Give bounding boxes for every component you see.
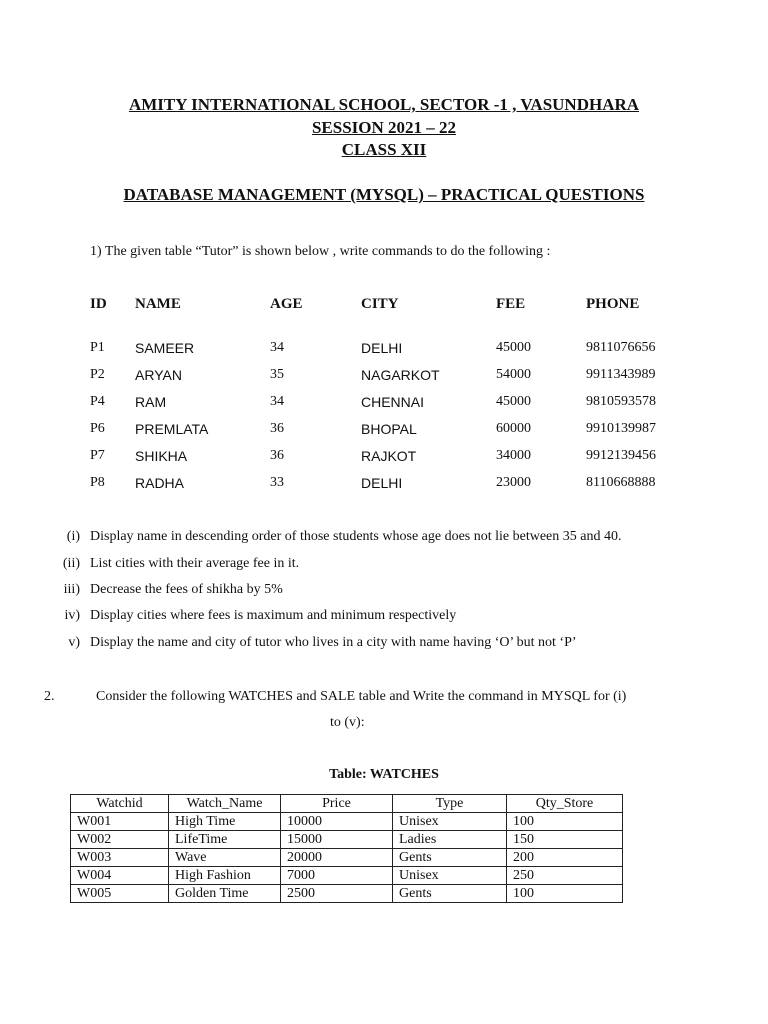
tutor-cell-name: RAM <box>135 394 167 410</box>
watches-header-price: Price <box>281 795 393 813</box>
tutor-cell-id: P7 <box>90 448 105 463</box>
tutor-header-name: NAME <box>135 296 181 312</box>
tutor-cell-phone: 8110668888 <box>586 475 656 490</box>
tutor-cell-age: 35 <box>270 367 284 382</box>
table-row <box>71 867 623 885</box>
question-item <box>0 635 768 655</box>
tutor-header-age: AGE <box>270 296 303 312</box>
tutor-cell-age: 36 <box>270 448 284 463</box>
watches-cell-watchid: W005 <box>71 885 169 903</box>
question-2-text: Consider the following WATCHES and SALE table and Write the command in MYSQL for (i) <box>96 689 627 704</box>
table-row <box>71 831 623 849</box>
watches-header-watchid: Watchid <box>71 795 169 813</box>
watches-cell-price: 10000 <box>281 813 393 831</box>
tutor-row <box>0 421 768 441</box>
watches-cell-price: 20000 <box>281 849 393 867</box>
tutor-cell-city: DELHI <box>361 475 403 491</box>
table-row <box>71 813 623 831</box>
watches-cell-watchid: W002 <box>71 831 169 849</box>
tutor-row <box>0 448 768 468</box>
tutor-header-phone: PHONE <box>586 296 640 312</box>
question-text: Display name in descending order of those students whose age does not lie between 35 and 40. <box>90 529 622 544</box>
tutor-row <box>0 394 768 414</box>
tutor-cell-name: SHIKHA <box>135 448 188 464</box>
table-row <box>71 885 623 903</box>
tutor-header-fee: FEE <box>496 296 526 312</box>
tutor-header-id: ID <box>90 296 107 312</box>
watches-cell-qty-store: 100 <box>507 813 623 831</box>
tutor-cell-id: P6 <box>90 421 105 436</box>
tutor-header-city: CITY <box>361 296 399 312</box>
session-heading: SESSION 2021 – 22 <box>311 118 457 137</box>
watches-cell-type: Ladies <box>393 831 507 849</box>
question-2-number: 2. <box>44 689 55 704</box>
watches-cell-price: 15000 <box>281 831 393 849</box>
question-number: (ii) <box>62 556 80 571</box>
watches-table-caption: Table: WATCHES <box>329 767 439 782</box>
question-number: v) <box>68 635 80 650</box>
tutor-cell-phone: 9912139456 <box>586 448 656 463</box>
watches-cell-watchid: W004 <box>71 867 169 885</box>
watches-cell-price: 7000 <box>281 867 393 885</box>
table-header-row <box>71 795 623 813</box>
tutor-cell-phone: 9911343989 <box>586 367 656 382</box>
watches-cell-qty-store: 250 <box>507 867 623 885</box>
tutor-cell-age: 36 <box>270 421 284 436</box>
tutor-row <box>0 340 768 360</box>
watches-cell-type: Unisex <box>393 813 507 831</box>
tutor-cell-city: NAGARKOT <box>361 367 440 383</box>
watches-cell-watch-name: Golden Time <box>169 885 281 903</box>
tutor-row <box>0 367 768 387</box>
question-item <box>0 582 768 602</box>
question-2-text-continued: to (v): <box>330 715 365 730</box>
watches-cell-qty-store: 150 <box>507 831 623 849</box>
watches-cell-qty-store: 100 <box>507 885 623 903</box>
tutor-cell-fee: 54000 <box>496 367 531 382</box>
tutor-cell-phone: 9910139987 <box>586 421 656 436</box>
question-text: Display cities where fees is maximum and minimum respectively <box>90 608 457 623</box>
tutor-cell-age: 34 <box>270 340 284 355</box>
tutor-cell-phone: 9810593578 <box>586 394 656 409</box>
watches-cell-type: Gents <box>393 849 507 867</box>
table-row <box>71 849 623 867</box>
watches-cell-watch-name: High Fashion <box>169 867 281 885</box>
tutor-cell-id: P8 <box>90 475 105 490</box>
tutor-cell-city: RAJKOT <box>361 448 417 464</box>
question-number: iii) <box>63 582 80 597</box>
watches-cell-watchid: W003 <box>71 849 169 867</box>
tutor-cell-id: P4 <box>90 394 105 409</box>
tutor-cell-name: PREMLATA <box>135 421 209 437</box>
tutor-row <box>0 475 768 495</box>
question-item <box>0 608 768 628</box>
tutor-cell-name: RADHA <box>135 475 185 491</box>
question-item <box>0 529 768 549</box>
question-item <box>0 556 768 576</box>
tutor-cell-age: 33 <box>270 475 284 490</box>
watches-cell-price: 2500 <box>281 885 393 903</box>
question-1-intro: 1) The given table “Tutor” is shown below , write commands to do the following : <box>90 244 551 259</box>
watches-cell-watch-name: LifeTime <box>169 831 281 849</box>
question-number: (i) <box>66 529 80 544</box>
tutor-cell-fee: 23000 <box>496 475 531 490</box>
watches-cell-type: Gents <box>393 885 507 903</box>
tutor-cell-fee: 45000 <box>496 394 531 409</box>
tutor-cell-fee: 60000 <box>496 421 531 436</box>
tutor-cell-name: ARYAN <box>135 367 182 383</box>
tutor-cell-id: P2 <box>90 367 105 382</box>
school-heading: AMITY INTERNATIONAL SCHOOL, SECTOR -1 , VASUNDHARA <box>128 95 640 114</box>
tutor-cell-phone: 9811076656 <box>586 340 656 355</box>
question-text: List cities with their average fee in it. <box>90 556 300 571</box>
document-title: DATABASE MANAGEMENT (MYSQL) – PRACTICAL QUESTIONS <box>123 185 645 204</box>
tutor-cell-city: DELHI <box>361 340 403 356</box>
tutor-cell-city: BHOPAL <box>361 421 417 437</box>
question-text: Decrease the fees of shikha by 5% <box>90 582 283 597</box>
tutor-cell-city: CHENNAI <box>361 394 425 410</box>
watches-cell-qty-store: 200 <box>507 849 623 867</box>
watches-table <box>70 794 623 903</box>
watches-header-qty-store: Qty_Store <box>507 795 623 813</box>
watches-header-type: Type <box>393 795 507 813</box>
tutor-cell-age: 34 <box>270 394 284 409</box>
question-number: iv) <box>64 608 80 623</box>
watches-cell-watch-name: Wave <box>169 849 281 867</box>
tutor-cell-name: SAMEER <box>135 340 195 356</box>
tutor-cell-id: P1 <box>90 340 105 355</box>
tutor-cell-fee: 34000 <box>496 448 531 463</box>
class-heading: CLASS XII <box>341 140 427 159</box>
tutor-cell-fee: 45000 <box>496 340 531 355</box>
watches-cell-watchid: W001 <box>71 813 169 831</box>
question-text: Display the name and city of tutor who lives in a city with name having ‘O’ but not ‘P’ <box>90 635 577 650</box>
watches-cell-watch-name: High Time <box>169 813 281 831</box>
watches-cell-type: Unisex <box>393 867 507 885</box>
watches-header-watch-name: Watch_Name <box>169 795 281 813</box>
